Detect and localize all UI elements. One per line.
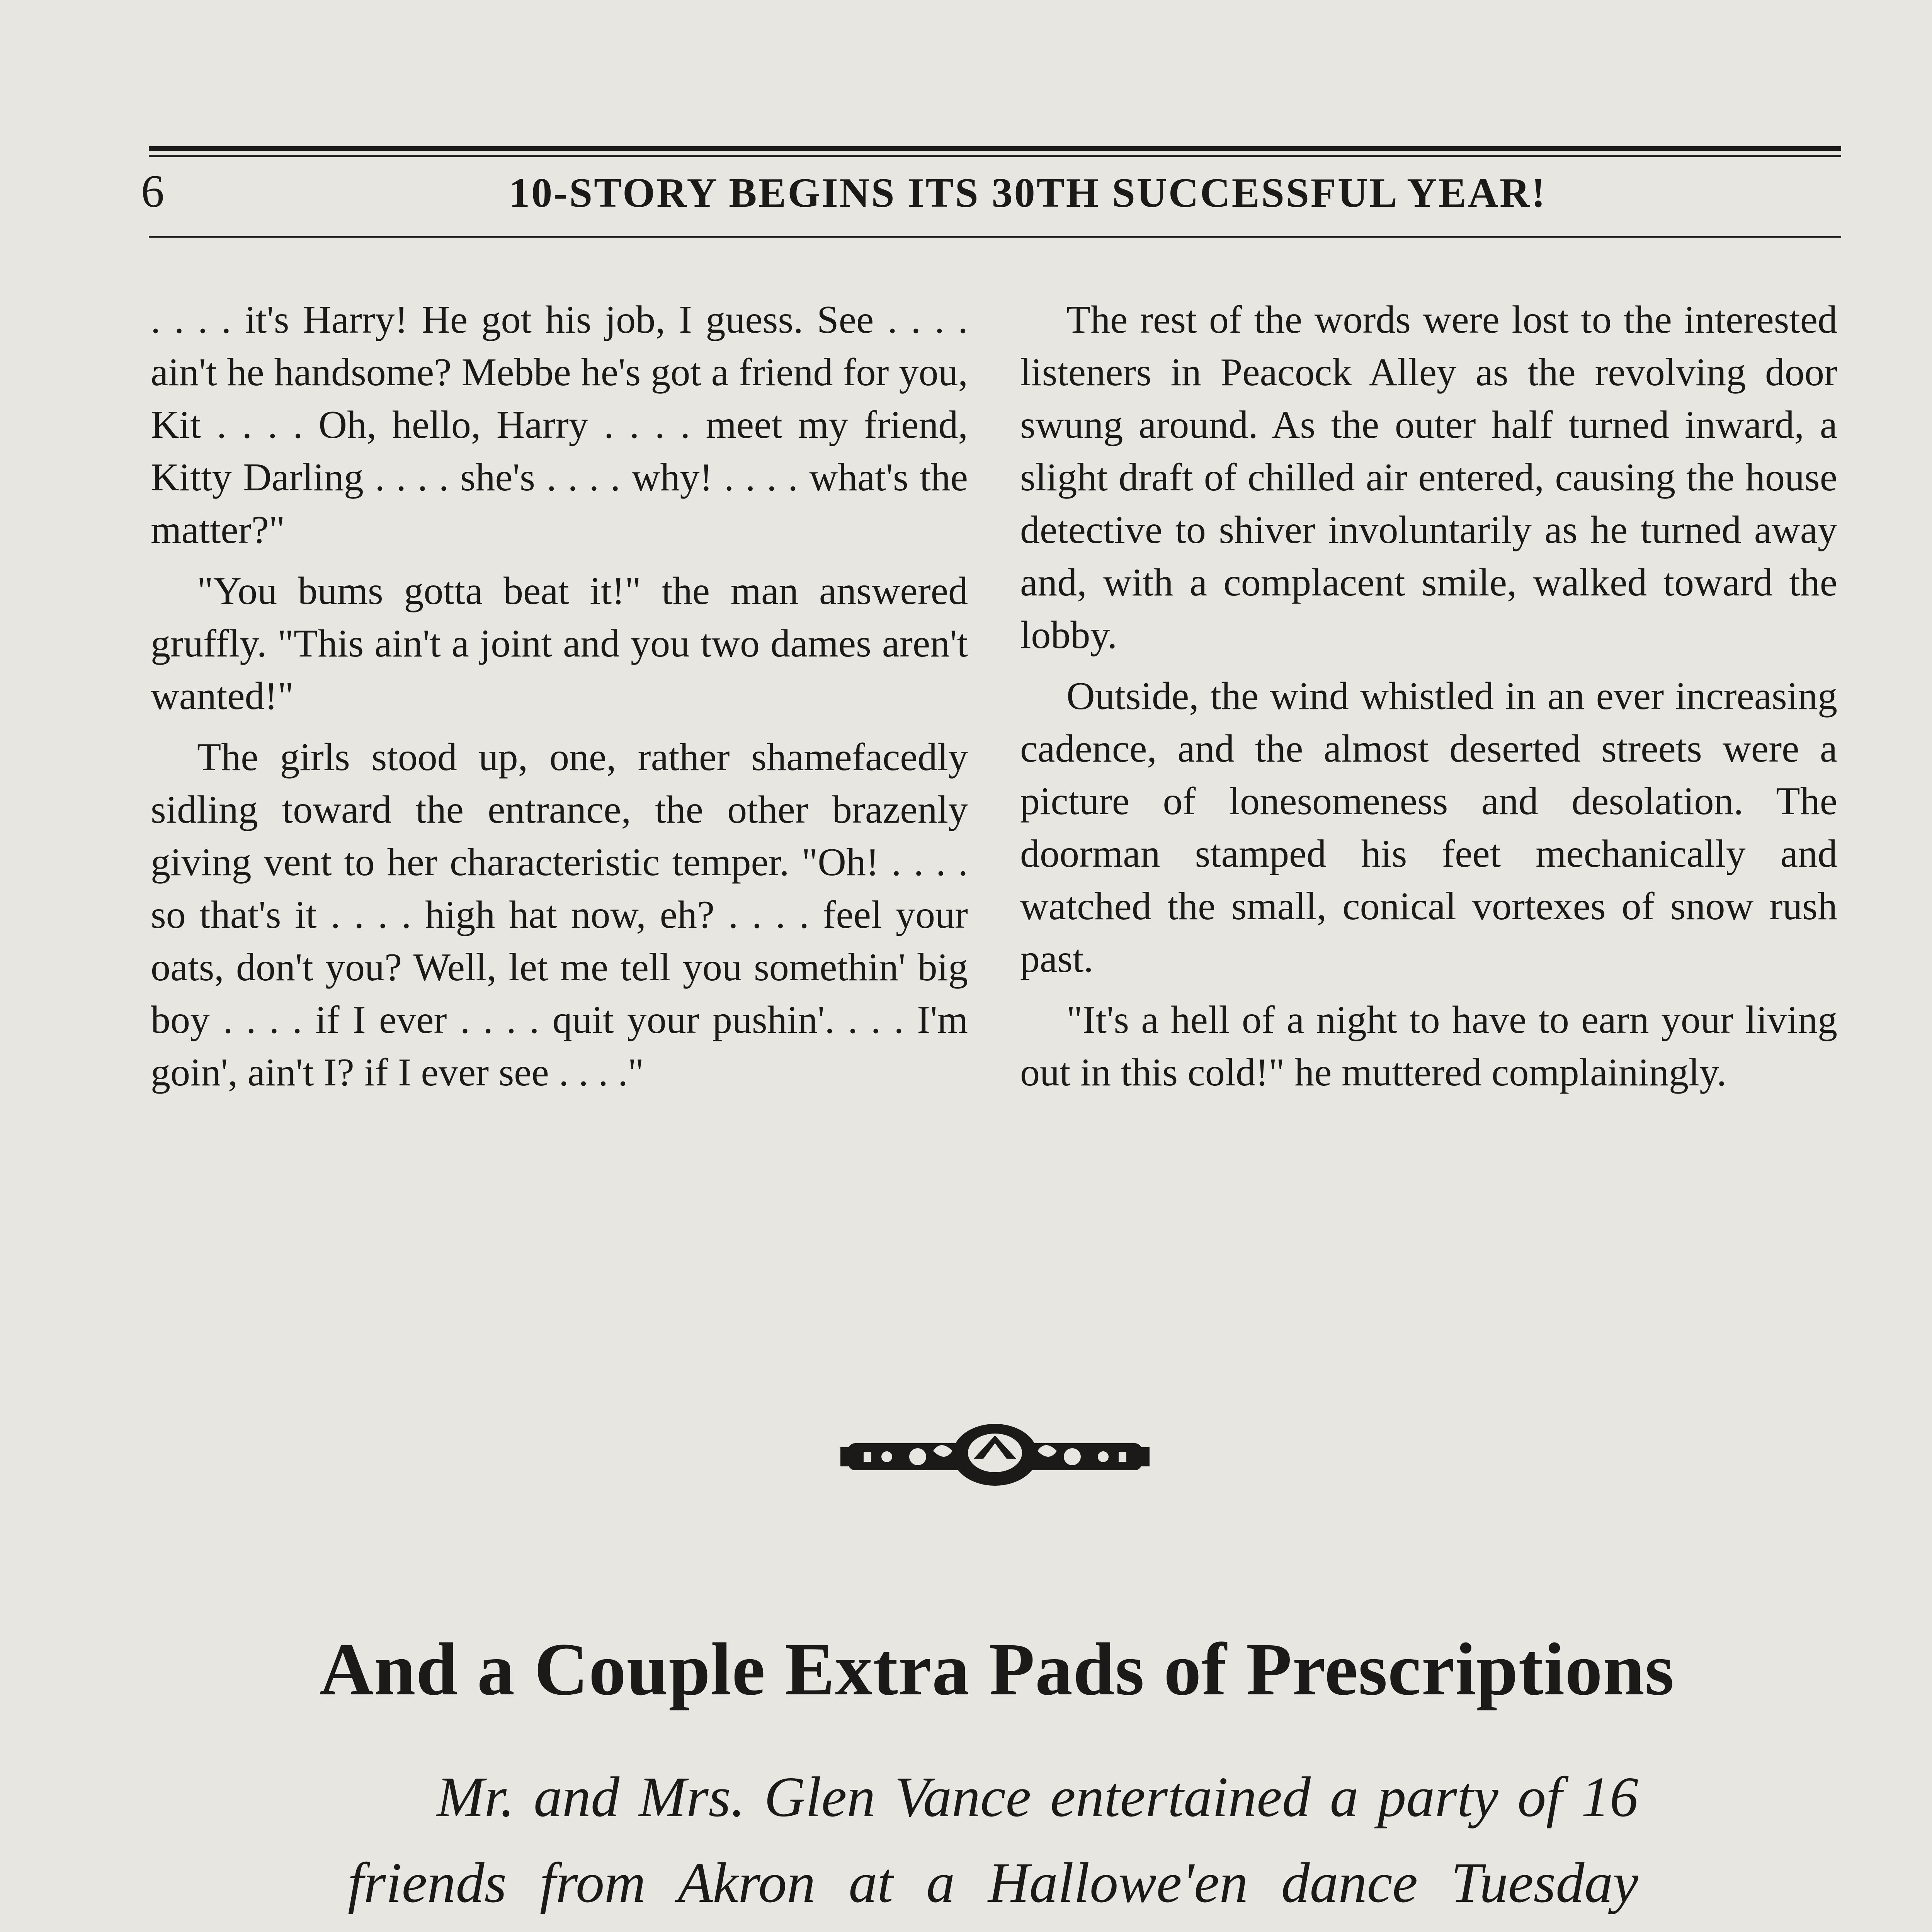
ornament-divider-icon — [840, 1416, 1150, 1493]
page-number: 6 — [141, 165, 164, 217]
header-rule-bottom — [149, 236, 1841, 238]
header-rule-thick — [149, 146, 1841, 151]
left-paragraph-1: . . . . it's Harry! He got his job, I guess. See . . . . ain't he handsome? Mebbe he's got a friend for you, Kit . . . . Oh, hello, Harry . . . . meet my friend, Kitty Darling . . . . she's . . . . why! . . . . what's the matter?" — [151, 298, 968, 552]
feature-quote — [348, 1754, 1638, 1932]
left-paragraph-2: "You bums gotta beat it!" the man answered gruffly. "This ain't a joint and you two dames aren't wanted!" — [151, 569, 968, 718]
header-rule-thin — [149, 155, 1841, 157]
right-paragraph-3: "It's a hell of a night to have to earn your living out in this cold!" he muttered complainingly. — [1020, 998, 1837, 1094]
feature-headline: And a Couple Extra Pads of Prescriptions — [319, 1628, 1675, 1711]
left-column — [151, 294, 968, 1107]
running-head: 10-STORY BEGINS ITS 30TH SUCCESSFUL YEAR! — [509, 170, 1547, 216]
right-paragraph-1: The rest of the words were lost to the interested listeners in Peacock Alley as the revolving door swung around. As the outer half turned inward, a slight draft of chilled air entered, causing the house detective to shiver involuntarily as he turned away and, with a complacent smile, walked toward the lobby. — [1020, 298, 1837, 657]
right-column — [1020, 294, 1837, 1107]
quote-text: Mr. and Mrs. Glen Vance entertained a party of 16 friends from Akron at a Hallowe'en dance Tuesday — [348, 1765, 1638, 1915]
left-paragraph-3: The girls stood up, one, rather shamefacedly sidling toward the entrance, the other brazenly giving vent to her characteristic temper. "Oh! . . . . so that's it . . . . high hat now, eh? . . . . feel your oats, don't you? Well, let me tell you somethin' big boy . . . . if I ever . . . . quit your pushin'. . . . I'm goin', ain't I? if I ever see . . . ." — [151, 735, 968, 1094]
right-paragraph-2: Outside, the wind whistled in an ever increasing cadence, and the almost deserted streets were a picture of lonesomeness and desolation. The doorman stamped his feet mechanically and watched the small, conical vortexes of snow rush past. — [1020, 674, 1837, 981]
